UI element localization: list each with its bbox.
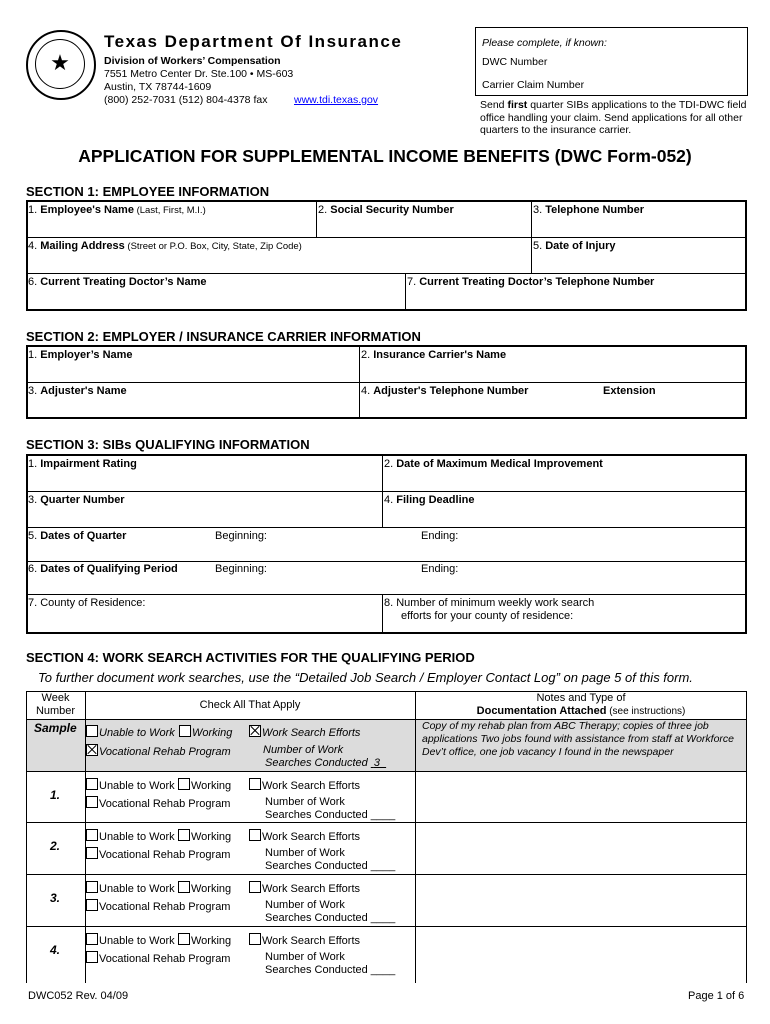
week-3-searches-label: Number of Work bbox=[265, 899, 345, 911]
col-header-check: Check All That Apply bbox=[199, 699, 301, 711]
division-name: Division of Workers’ Compensation bbox=[104, 55, 281, 67]
form-title: APPLICATION FOR SUPPLEMENTAL INCOME BENEFITS (DWC Form-052) bbox=[78, 146, 692, 166]
week-row-2-number: 2. bbox=[50, 839, 61, 853]
col-header-number: Number bbox=[35, 705, 76, 717]
address-line-1: 7551 Metro Center Dr. Ste.100 • MS-603 bbox=[104, 68, 294, 80]
col-header-week: Week bbox=[41, 692, 70, 704]
sample-searches-count: Searches Conducted 3 bbox=[265, 757, 380, 769]
quarter-number-field[interactable]: 3. Quarter Number bbox=[28, 494, 125, 506]
week-4-notes-field[interactable] bbox=[416, 927, 746, 977]
sample-unable-checkbox bbox=[86, 725, 98, 737]
impairment-rating-field[interactable]: 1. Impairment Rating bbox=[28, 458, 137, 470]
week-1-effort-checkbox[interactable] bbox=[249, 778, 261, 790]
infobox-prompt: Please complete, if known: bbox=[482, 37, 607, 49]
sample-unable-option: Unable to Work bbox=[86, 725, 175, 740]
sample-working-checkbox bbox=[179, 725, 191, 737]
week-4-working-option[interactable]: Working bbox=[178, 933, 231, 948]
phone-numbers: (800) 252-7031 (512) 804-4378 fax bbox=[104, 94, 268, 106]
mailing-address-field[interactable]: 4. Mailing Address (Street or P.O. Box, City, State, Zip Code) bbox=[28, 240, 302, 252]
carrier-claim-number-field[interactable]: Carrier Claim Number bbox=[482, 79, 585, 91]
qualifying-beginning-field[interactable]: Beginning: bbox=[215, 563, 267, 575]
treating-doctor-phone-field[interactable]: 7. Current Treating Doctor’s Telephone Number bbox=[407, 276, 655, 288]
sample-effort-checkbox-checked bbox=[249, 725, 261, 737]
week-4-searches-count-field[interactable]: Searches Conducted ____ bbox=[265, 964, 396, 976]
qualifying-ending-field[interactable]: Ending: bbox=[421, 563, 459, 575]
week-3-vocational-option[interactable]: Vocational Rehab Program bbox=[86, 899, 230, 914]
week-3-unable-checkbox[interactable] bbox=[86, 881, 98, 893]
week-row-1-number: 1. bbox=[50, 788, 61, 802]
week-2-unable-option[interactable]: Unable to Work bbox=[86, 829, 175, 844]
week-3-working-checkbox[interactable] bbox=[178, 881, 190, 893]
week-row-4-number: 4. bbox=[50, 943, 61, 957]
col-header-documentation: Documentation Attached (see instructions) bbox=[476, 705, 686, 717]
adjuster-phone-field[interactable]: 4. Adjuster's Telephone Number bbox=[361, 385, 529, 397]
week-4-vocational-checkbox[interactable] bbox=[86, 951, 98, 963]
week-2-working-option[interactable]: Working bbox=[178, 829, 231, 844]
week-4-effort-checkbox[interactable] bbox=[249, 933, 261, 945]
week-2-working-checkbox[interactable] bbox=[178, 829, 190, 841]
col-header-notes: Notes and Type of bbox=[536, 692, 626, 704]
week-1-notes-field[interactable] bbox=[416, 772, 746, 822]
employer-name-field[interactable]: 1. Employer’s Name bbox=[28, 349, 133, 361]
section-3-heading: SECTION 3: SIBs QUALIFYING INFORMATION bbox=[26, 437, 310, 452]
form-revision: DWC052 Rev. 04/09 bbox=[28, 990, 129, 1002]
sample-notes: Copy of my rehab plan from ABC Therapy; copies of three job applications Two jobs found with assistance from staff at Workforce Dev’t office, one job vacancy I found in the newspaper bbox=[422, 720, 735, 758]
week-1-working-option[interactable]: Working bbox=[178, 778, 231, 793]
county-of-residence-field[interactable]: 7. County of Residence: bbox=[28, 597, 146, 609]
sample-vocational-option: Vocational Rehab Program bbox=[86, 744, 231, 759]
sample-row-label: Sample bbox=[34, 721, 77, 735]
week-3-effort-checkbox[interactable] bbox=[249, 881, 261, 893]
section-1-heading: SECTION 1: EMPLOYEE INFORMATION bbox=[26, 184, 270, 199]
week-2-vocational-checkbox[interactable] bbox=[86, 847, 98, 859]
week-2-effort-checkbox[interactable] bbox=[249, 829, 261, 841]
ssn-field[interactable]: 2. Social Security Number bbox=[318, 204, 454, 216]
sample-vocational-checkbox-checked bbox=[86, 744, 98, 756]
sample-searches-label: Number of Work bbox=[263, 744, 344, 756]
page-number: Page 1 of 6 bbox=[688, 990, 745, 1002]
week-3-notes-field[interactable] bbox=[416, 875, 746, 925]
week-1-unable-checkbox[interactable] bbox=[86, 778, 98, 790]
week-3-searches-count-field[interactable]: Searches Conducted ____ bbox=[265, 912, 396, 924]
date-of-injury-field[interactable]: 5. Date of Injury bbox=[533, 240, 616, 252]
website-link[interactable]: www.tdi.texas.gov bbox=[294, 94, 379, 106]
week-1-unable-option[interactable]: Unable to Work bbox=[86, 778, 175, 793]
section-2-heading: SECTION 2: EMPLOYER / INSURANCE CARRIER INFORMATION bbox=[26, 329, 421, 344]
week-3-vocational-checkbox[interactable] bbox=[86, 899, 98, 911]
treating-doctor-name-field[interactable]: 6. Current Treating Doctor’s Name bbox=[28, 276, 207, 288]
week-4-unable-checkbox[interactable] bbox=[86, 933, 98, 945]
employee-name-field[interactable]: 1. Employee's Name (Last, First, M.I.) bbox=[28, 204, 206, 216]
week-row-3-number: 3. bbox=[50, 891, 61, 905]
week-3-effort-option[interactable]: Work Search Efforts bbox=[249, 881, 360, 896]
week-1-vocational-checkbox[interactable] bbox=[86, 796, 98, 808]
filing-note: Send first quarter SIBs applications to the TDI-DWC field office handling your claim. Send applications for all other quarters to the insurance carrier. bbox=[480, 99, 747, 136]
dates-of-quarter-label: 5. Dates of Quarter bbox=[28, 530, 127, 542]
week-2-effort-option[interactable]: Work Search Efforts bbox=[249, 829, 360, 844]
week-2-searches-count-field[interactable]: Searches Conducted ____ bbox=[265, 860, 396, 872]
week-4-effort-option[interactable]: Work Search Efforts bbox=[249, 933, 360, 948]
section-4-heading: SECTION 4: WORK SEARCH ACTIVITIES FOR THE QUALIFYING PERIOD bbox=[26, 650, 475, 665]
week-4-vocational-option[interactable]: Vocational Rehab Program bbox=[86, 951, 230, 966]
dwc-number-field[interactable]: DWC Number bbox=[482, 56, 548, 68]
min-weekly-searches-field-line2: efforts for your county of residence: bbox=[401, 610, 574, 622]
adjuster-name-field[interactable]: 3. Adjuster's Name bbox=[28, 385, 127, 397]
week-3-unable-option[interactable]: Unable to Work bbox=[86, 881, 175, 896]
filing-deadline-field[interactable]: 4. Filing Deadline bbox=[384, 494, 475, 506]
extension-field[interactable]: Extension bbox=[603, 385, 656, 397]
week-3-working-option[interactable]: Working bbox=[178, 881, 231, 896]
texas-state-seal: ★ bbox=[26, 30, 96, 100]
min-weekly-searches-field[interactable]: 8. Number of minimum weekly work search bbox=[384, 597, 595, 609]
week-1-effort-option[interactable]: Work Search Efforts bbox=[249, 778, 360, 793]
week-1-searches-label: Number of Work bbox=[265, 796, 345, 808]
sample-working-option: Working bbox=[179, 725, 232, 740]
agency-name: Texas Department Of Insurance bbox=[104, 32, 403, 51]
week-4-searches-label: Number of Work bbox=[265, 951, 345, 963]
week-1-working-checkbox[interactable] bbox=[178, 778, 190, 790]
quarter-beginning-field[interactable]: Beginning: bbox=[215, 530, 267, 542]
week-1-vocational-option[interactable]: Vocational Rehab Program bbox=[86, 796, 230, 811]
address-line-2: Austin, TX 78744-1609 bbox=[104, 81, 212, 93]
week-4-working-checkbox[interactable] bbox=[178, 933, 190, 945]
week-1-searches-count-field[interactable]: Searches Conducted ____ bbox=[265, 809, 396, 821]
week-2-vocational-option[interactable]: Vocational Rehab Program bbox=[86, 847, 230, 862]
qualifying-period-label: 6. Dates of Qualifying Period bbox=[28, 563, 178, 575]
week-2-notes-field[interactable] bbox=[416, 823, 746, 873]
week-2-unable-checkbox[interactable] bbox=[86, 829, 98, 841]
week-2-searches-label: Number of Work bbox=[265, 847, 345, 859]
week-4-unable-option[interactable]: Unable to Work bbox=[86, 933, 175, 948]
section-4-instruction: To further document work searches, use the “Detailed Job Search / Employer Contact Log” on page 5 of this form. bbox=[38, 670, 693, 685]
mmi-date-field[interactable]: 2. Date of Maximum Medical Improvement bbox=[384, 458, 603, 470]
sample-effort-option: Work Search Efforts bbox=[249, 725, 360, 740]
telephone-field[interactable]: 3. Telephone Number bbox=[533, 204, 645, 216]
insurance-carrier-name-field[interactable]: 2. Insurance Carrier's Name bbox=[361, 349, 507, 361]
quarter-ending-field[interactable]: Ending: bbox=[421, 530, 459, 542]
